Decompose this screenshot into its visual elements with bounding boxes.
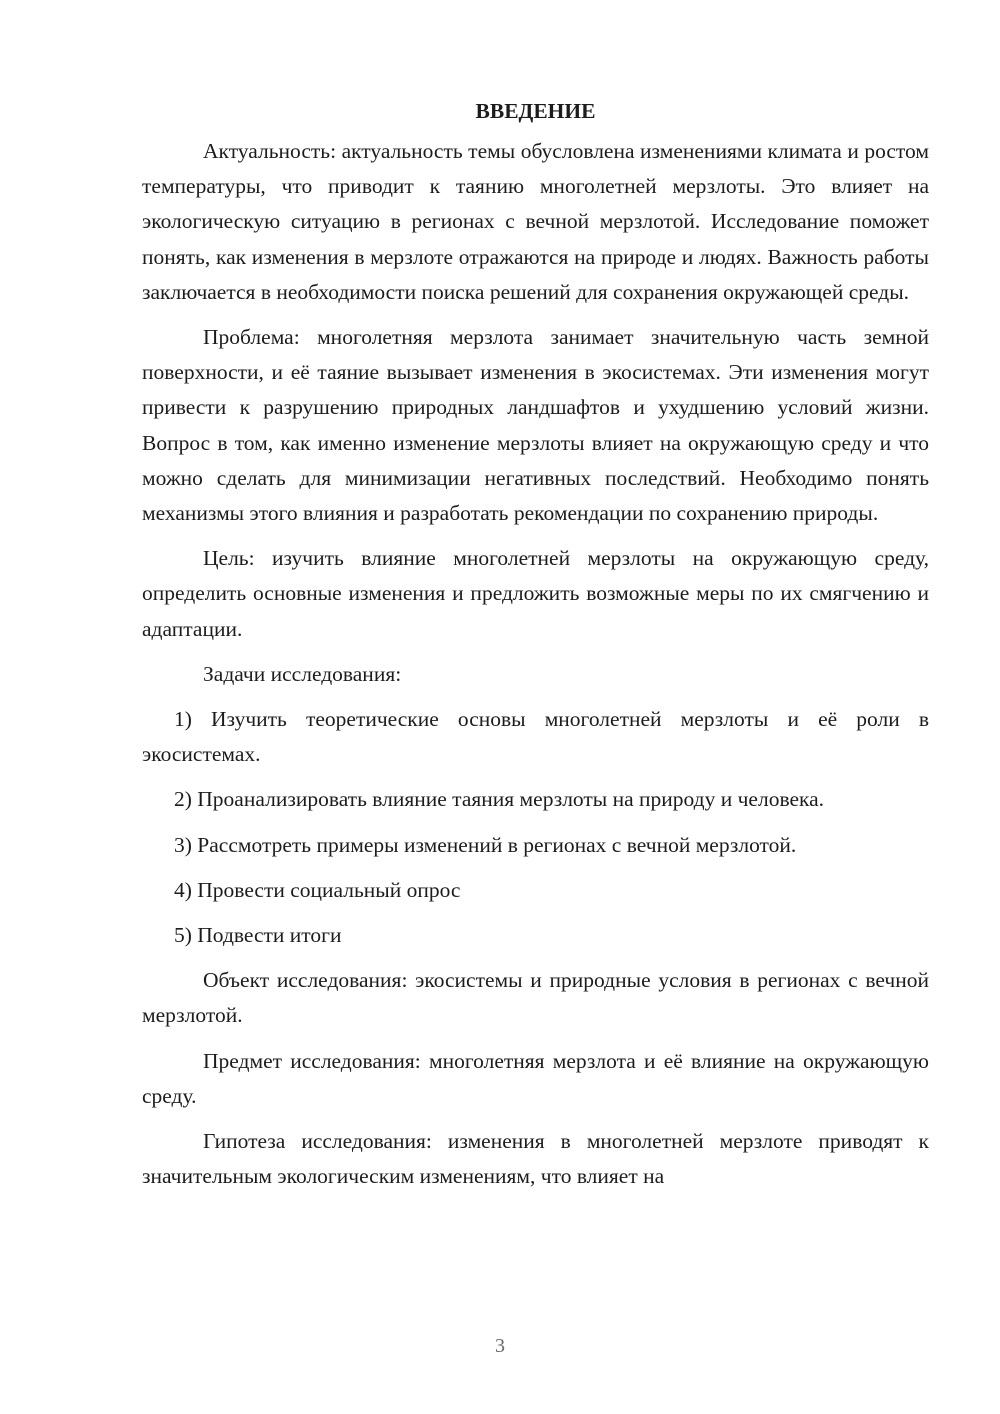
section-heading: ВВЕДЕНИЕ [475, 99, 596, 123]
hypothesis-paragraph: Гипотеза исследования: изменения в многолетней мерзлоте приводят к значительным экологическим изменениям, что влияет на [142, 1129, 929, 1189]
subject-paragraph: Предмет исследования: многолетняя мерзлота и её влияние на окружающую среду. [142, 1048, 929, 1108]
tasks-title: Задачи исследования: [203, 661, 402, 686]
object-paragraph: Объект исследования: экосистемы и природные условия в регионах с вечной мерзлотой. [142, 968, 929, 1028]
task-item: 1) Изучить теоретические основы многолетней мерзлоты и её роли в экосистемах. [142, 707, 929, 767]
task-item: 5) Подвести итоги [174, 923, 342, 948]
task-item: 3) Рассмотреть примеры изменений в регионах с вечной мерзлотой. [174, 832, 797, 857]
task-item: 2) Проанализировать влияние таяния мерзлоты на природу и человека. [174, 787, 825, 812]
goal-paragraph: Цель: изучить влияние многолетней мерзлоты на окружающую среду, определить основные изменения и предложить возможные меры по их смягчению и адаптации. [142, 546, 929, 641]
document-page [142, 96, 929, 1194]
page-number: 3 [495, 1335, 505, 1357]
task-item: 4) Провести социальный опрос [174, 877, 461, 902]
relevance-paragraph: Актуальность: актуальность темы обусловлена изменениями климата и ростом температуры, что приводит к таянию многолетней мерзлоты. Это влияет на экологическую ситуацию в регионах с вечной мерзлотой. Исследование поможет понять, как изменения в мерзлоте отражаются на природе и людях. Важность работы заключается в необходимости поиска решений для сохранения окружающей среды. [142, 139, 929, 304]
problem-paragraph: Проблема: многолетняя мерзлота занимает значительную часть земной поверхности, и её таяние вызывает изменения в экосистемах. Эти изменения могут привести к разрушению природных ландшафтов и ухудшению условий жизни. Вопрос в том, как именно изменение мерзлоты влияет на окружающую среду и что можно сделать для минимизации негативных последствий. Необходимо понять механизмы этого влияния и разработать рекомендации по сохранению природы. [142, 325, 929, 526]
